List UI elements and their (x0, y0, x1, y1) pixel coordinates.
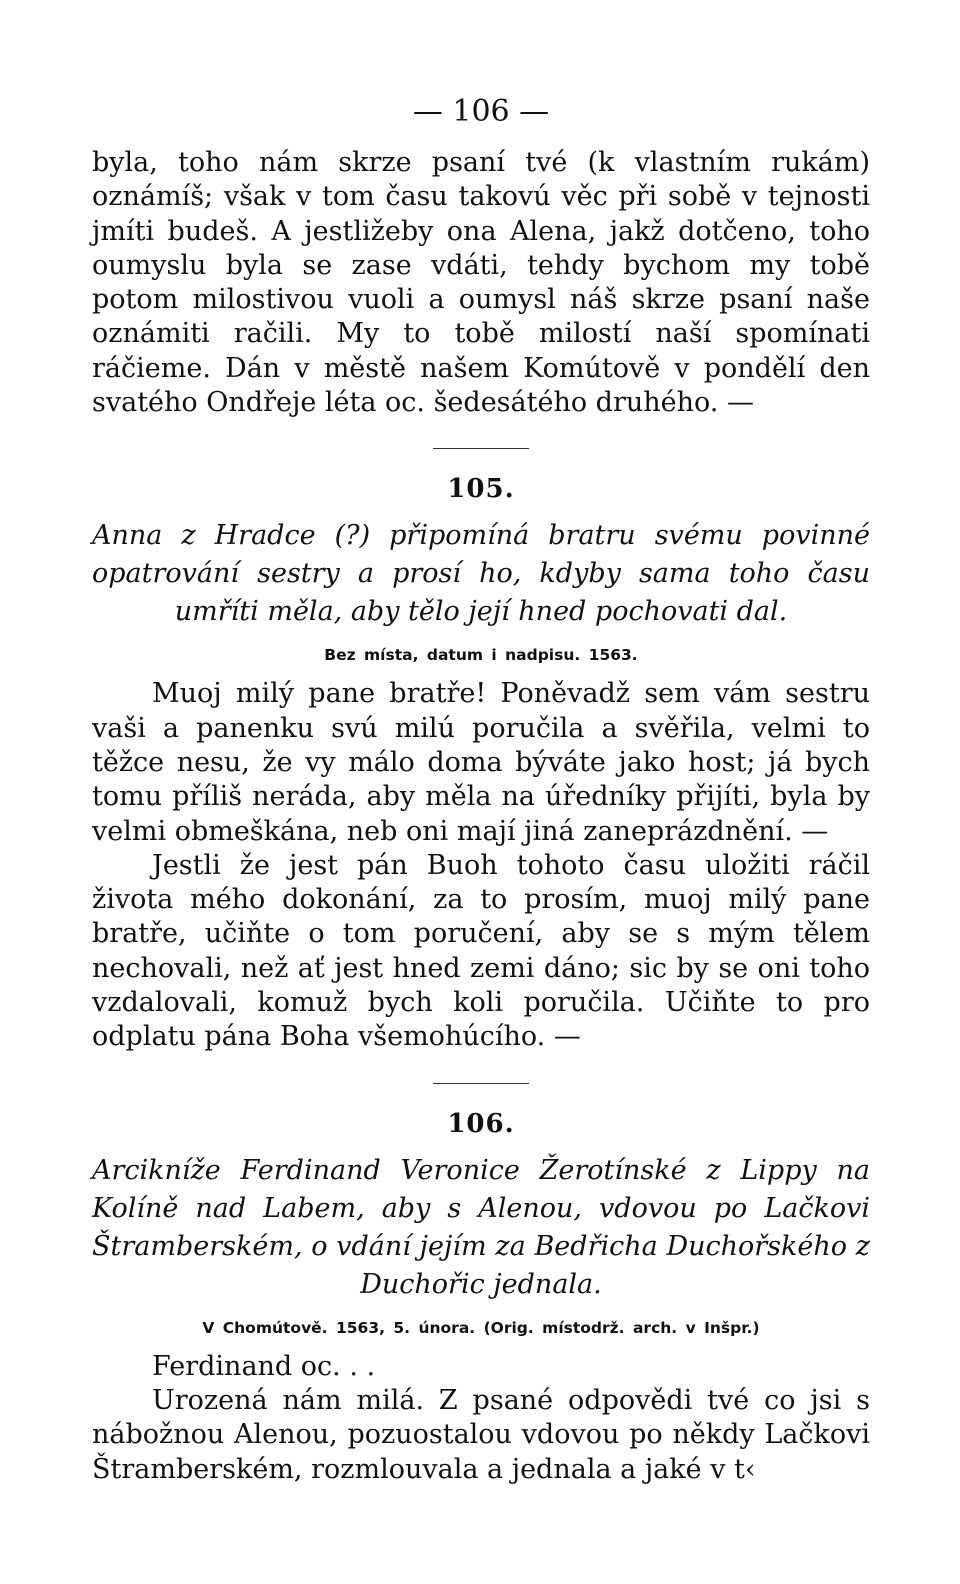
section-summary: Arcikníže Ferdinand Veronice Žerotínské z Lippy na Kolíně nad Labem, aby s Alenou, vdovou po Lačkovi Štramberském, o vdání jejím za Bedřicha Duchořského z Duchořic jednala. (92, 1154, 870, 1300)
letter-body (92, 677, 870, 1054)
book-page (92, 92, 870, 1487)
paragraph: Muoj milý pane bratře! Poněvadž sem vám sestru vaši a panenku svú milú poručila a svěřila, velmi to těžce nesu, že vy málo doma býváte jako host; já bych tomu příliš neráda, aby měla na úředníky přijíti, byla by velmi obmeškána, neb oni mají jiná zaneprázdnění. — (92, 678, 870, 847)
section-106 (92, 1104, 870, 1487)
section-divider (433, 448, 529, 449)
paragraph: Ferdinand oc. . . (152, 1350, 376, 1382)
page-number: — 106 — (412, 94, 550, 129)
paragraph: byla, toho nám skrze psaní tvé (k vlastním rukám) oznámíš; však v tom času takovú věc při sobě v tejnosti jmíti budeš. A jestližeby ona Alena, jakž dotčeno, toho oumyslu byla se zase vdáti, tehdy bychom my tobě potom milostivou vuoli a oumysl náš skrze psaní naše oznámiti račili. My to tobě milostí naší spomínati ráčieme. Dán v městě našem Komútově v pondělí den svatého Ondřeje léta oc. šedesátého druhého. — (92, 147, 870, 419)
section-number: 105. (447, 474, 515, 505)
section-divider (433, 1083, 529, 1084)
paragraph: Jestli že jest pán Buoh tohoto času uložiti ráčil života mého dokonání, za to prosím, muoj milý pane bratře, učiňte o tom poručení, aby se s mým tělem nechovali, než ať jest hned zemi dáno; sic by se oni toho vzdalovali, komuž bych koli poručila. Učiňte to pro odplatu pána Boha všemohúcího. — (92, 849, 870, 1053)
letter-body (92, 1350, 870, 1487)
section-summary: Anna z Hradce (?) připomíná bratru svému povinné opatrování sestry a prosí ho, kdyby sama toho času umříti měla, aby tělo její hned pochovati dal. (92, 520, 870, 628)
continued-letter (92, 146, 870, 420)
paragraph: Urozená nám milá. Z psané odpovědi tvé co jsi s nábožnou Alenou, pozuostalou vdovou po někdy Lačkovi Štramberském, rozmlouvala a jednala a jaké v t‹ (92, 1384, 870, 1485)
section-number: 106. (447, 1108, 515, 1139)
dateline: V Chomútově. 1563, 5. února. (Orig. místodrž. arch. v Inšpr.) (202, 1318, 760, 1337)
section-105 (92, 469, 870, 1054)
dateline: Bez místa, datum i nadpisu. 1563. (324, 646, 638, 665)
